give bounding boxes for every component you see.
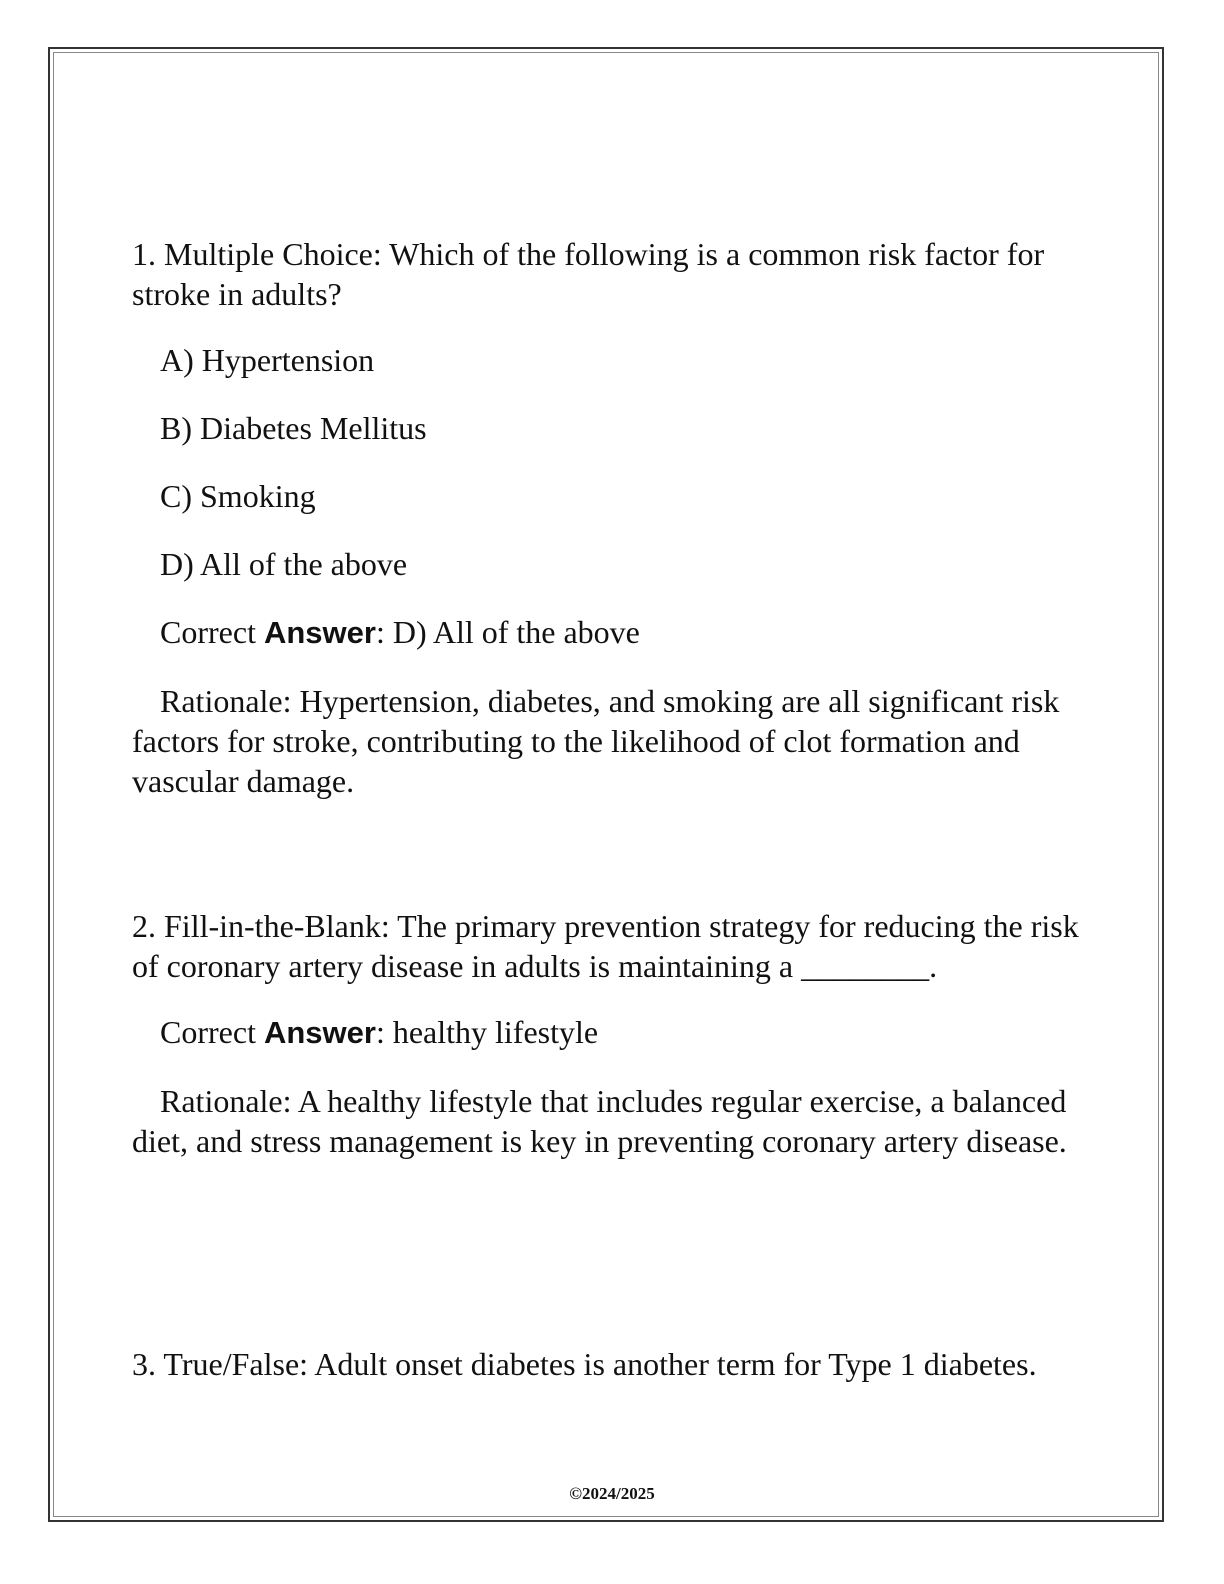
correct-value: : healthy lifestyle: [375, 1014, 599, 1050]
question-2-correct-answer: [132, 1012, 1092, 1053]
question-1-prompt: 1. Multiple Choice: Which of the following is a common risk factor for stroke in adults?: [132, 236, 1045, 312]
correct-label: Correct: [160, 1014, 264, 1050]
copyright-footer: ©2024/2025: [569, 1484, 655, 1503]
answer-word: Answer: [263, 615, 376, 650]
question-1: [132, 234, 1092, 801]
question-1-option-a: A) Hypertension: [160, 342, 375, 378]
question-1-option-c: C) Smoking: [160, 478, 316, 514]
question-1-rationale: Rationale: Hypertension, diabetes, and smoking are all significant risk factors for stroke, contributing to the likelihood of clot formation and vascular damage.: [132, 683, 1060, 799]
question-1-correct-answer: [132, 612, 1092, 653]
correct-value: : D) All of the above: [375, 614, 640, 650]
question-1-option-b: B) Diabetes Mellitus: [160, 410, 427, 446]
question-1-option-d: D) All of the above: [160, 546, 408, 582]
question-2: [132, 906, 1092, 1161]
question-3: [132, 1344, 1092, 1384]
question-3-prompt: 3. True/False: Adult onset diabetes is another term for Type 1 diabetes.: [132, 1346, 1037, 1382]
correct-label: Correct: [160, 614, 264, 650]
answer-word: Answer: [263, 1015, 376, 1050]
question-2-rationale: Rationale: A healthy lifestyle that includes regular exercise, a balanced diet, and stress management is key in preventing coronary artery disease.: [132, 1083, 1067, 1159]
question-2-prompt: 2. Fill-in-the-Blank: The primary prevention strategy for reducing the risk of coronary artery disease in adults is maintaining a ________.: [132, 908, 1079, 984]
